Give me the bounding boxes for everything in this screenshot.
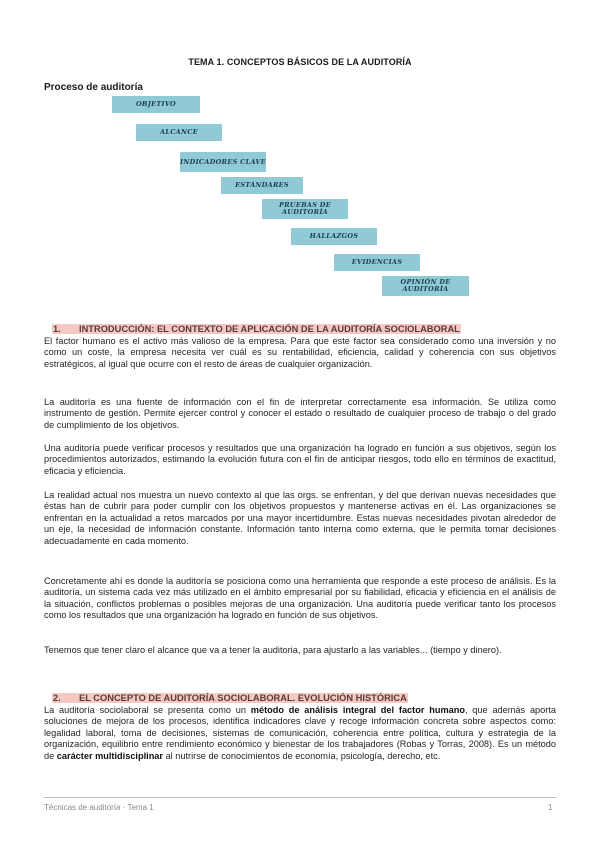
paragraph: Tenemos que tener claro el alcance que va a tener la auditoria, para ajustarlo a las variables... (tiempo y dinero).	[44, 645, 502, 655]
text-run: , que además aporta soluciones de mejora de los procesos, identifica indicadores clave y recoge información concreta sobre aspectos como: legalidad laboral, toma de decisiones, sistemas de comunicación, coherencia entre política, cultura y estrategia de la organización, equilibrio entre rendimiento económico y bienestar de los trabajadores (Robas y Torras, 2008). Es un método de	[44, 705, 556, 761]
paragraph: La realidad actual nos muestra un nuevo contexto al que las orgs. se enfrentan, y del que derivan nuevas necesidades que éstas han de cubrir para poder cumplir con los objetivos propuestos y mantenerse activas en él. Las organizaciones se enfrentan en la actualidad a retos marcados por una mayor incertidumbre. Estas nuevas necesidades pivotan alrededor de un eje, la necesidad de información constante. Información tanto interna como externa, que le permita tomar decisiones adecuadamente en cada momento.	[44, 490, 556, 546]
section-1-number: 1.	[53, 324, 61, 334]
paragraph	[44, 705, 556, 762]
bold-term: método de análisis integral del factor humano	[250, 705, 465, 715]
page-number: 1	[548, 803, 553, 812]
paragraph: Concretamente ahí es donde la auditoría se posiciona como una herramienta que responde a este proceso de análisis. Es la auditoría, un sistema cada vez más utilizado en el ámbito empresarial por su fiabilidad, eficacia y eficiencia en el análisis de la situación, conflictos problemas o posibles mejoras de una organización. Una auditoría puede verificar tanto los procesos como los resultados que una organización ha logrado en función de sus objetivos.	[44, 576, 556, 621]
process-subheading: Proceso de auditoría	[44, 82, 143, 93]
step-pruebas-de-auditoria: PRUEBAS DE AUDITORÍA	[262, 199, 348, 219]
text-run: La auditoría sociolaboral se presenta como un	[44, 705, 251, 715]
step-alcance: ALCANCE	[136, 124, 222, 141]
step-opinion-de-auditoria: OPINIÓN DE AUDITORÍA	[382, 276, 469, 296]
step-indicadores-clave: INDICADORES CLAVE	[180, 152, 266, 172]
bold-term: carácter multidisciplinar	[56, 750, 163, 761]
paragraph: El factor humano es el activo más valioso de la empresa. Para que este factor sea considerado como una inversión y no como un coste, la empresa necesita ver cuál es su rentabilidad, eficiencia, calidad y coherencia con sus objetivos estratégicos, al igual que ocurre con el resto de áreas de cualquier organización.	[44, 336, 556, 369]
text-run: al nutrirse de conocimientos de economía, psicología, derecho, etc.	[163, 750, 441, 761]
section-1-heading	[52, 324, 461, 334]
paragraph: La auditoría es una fuente de información con el fin de interpretar correctamente esa información. Se utiliza como instrumento de gestión. Permite ejercer control y conocer el estado o resultado de cualquier proceso de trabajo o del grado de cumplimiento de los objetivos.	[44, 397, 556, 430]
footer-divider	[44, 797, 556, 798]
section-1-title: INTRODUCCIÓN: EL CONTEXTO DE APLICACIÓN DE LA AUDITORÍA SOCIOLABORAL	[79, 324, 460, 334]
section-2-heading	[52, 693, 408, 703]
section-2-number: 2.	[53, 693, 61, 703]
step-evidencias: EVIDENCIAS	[334, 254, 420, 271]
step-hallazgos: HALLAZGOS	[291, 228, 377, 245]
footer-text: Técnicas de auditoría · Tema 1	[44, 803, 154, 812]
paragraph: Una auditoría puede verificar procesos y resultados que una organización ha logrado en función a sus objetivos, según los procedimientos autorizados, estimando la evolución futura con el fin de anticipar riesgos, todo ello en términos de exactitud, eficacia y eficiencia.	[44, 443, 556, 476]
step-objetivo: OBJETIVO	[112, 96, 200, 113]
page-title: TEMA 1. CONCEPTOS BÁSICOS DE LA AUDITORÍA	[188, 57, 412, 67]
step-estandares: ESTÁNDARES	[221, 177, 303, 194]
section-2-title: EL CONCEPTO DE AUDITORÍA SOCIOLABORAL. EVOLUCIÓN HISTÓRICA	[79, 693, 407, 703]
